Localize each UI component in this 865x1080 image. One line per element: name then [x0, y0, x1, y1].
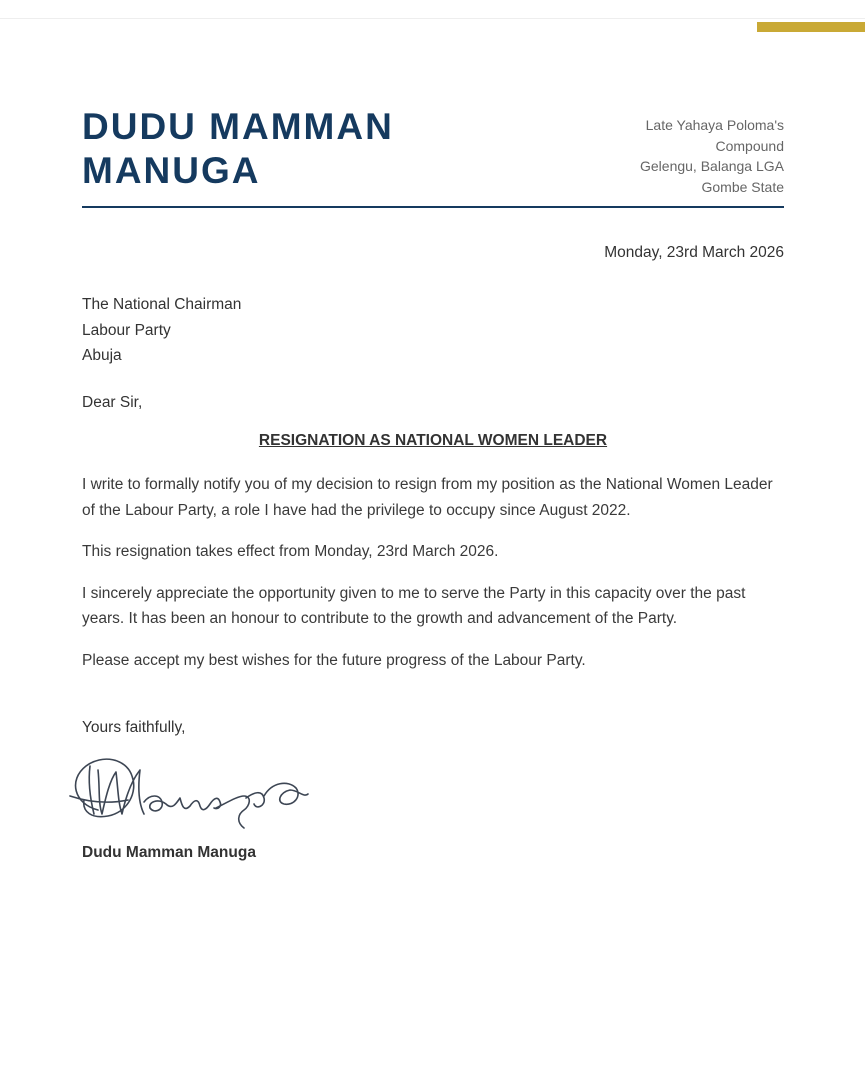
- address-line: Compound: [715, 137, 784, 154]
- letter-body: [82, 472, 784, 689]
- address-line: Late Yahaya Poloma's: [645, 117, 784, 133]
- letterhead: [82, 105, 784, 205]
- subject-line: RESIGNATION AS NATIONAL WOMEN LEADER: [258, 432, 608, 449]
- letter-date: Monday, 23rd March 2026: [604, 244, 784, 261]
- name-line-1: DUDU MAMMAN: [82, 106, 394, 147]
- recipient-address: [82, 292, 241, 369]
- closing: Yours faithfully,: [82, 719, 186, 736]
- address-line: Gombe State: [701, 178, 784, 195]
- body-paragraph: This resignation takes effect from Monday, 23rd March 2026.: [82, 543, 499, 560]
- handwritten-signature: [68, 752, 318, 832]
- body-paragraph: Please accept my best wishes for the future progress of the Labour Party.: [82, 651, 586, 669]
- recipient-line: Labour Party: [82, 321, 171, 339]
- name-line-2: MANUGA: [82, 150, 261, 191]
- recipient-line: The National Chairman: [82, 296, 242, 313]
- letterhead-name: [82, 105, 394, 193]
- body-paragraph: I sincerely appreciate the opportunity given to me to serve the Party in this capacity over the past years. It has been an honour to contribute to the growth and advancement of the Party.: [82, 584, 746, 627]
- header-divider: [82, 206, 784, 208]
- address-line: Gelengu, Balanga LGA: [640, 158, 784, 174]
- recipient-line: Abuja: [82, 347, 122, 364]
- accent-bar: [757, 22, 865, 32]
- signer-name: Dudu Mamman Manuga: [82, 844, 256, 861]
- body-paragraph: I write to formally notify you of my decision to resign from my position as the National Women Leader of the Labour Party, a role I have had the privilege to occupy since August 2022.: [82, 476, 773, 519]
- sender-address: [640, 115, 784, 197]
- salutation: Dear Sir,: [82, 394, 143, 411]
- top-divider: [0, 18, 865, 19]
